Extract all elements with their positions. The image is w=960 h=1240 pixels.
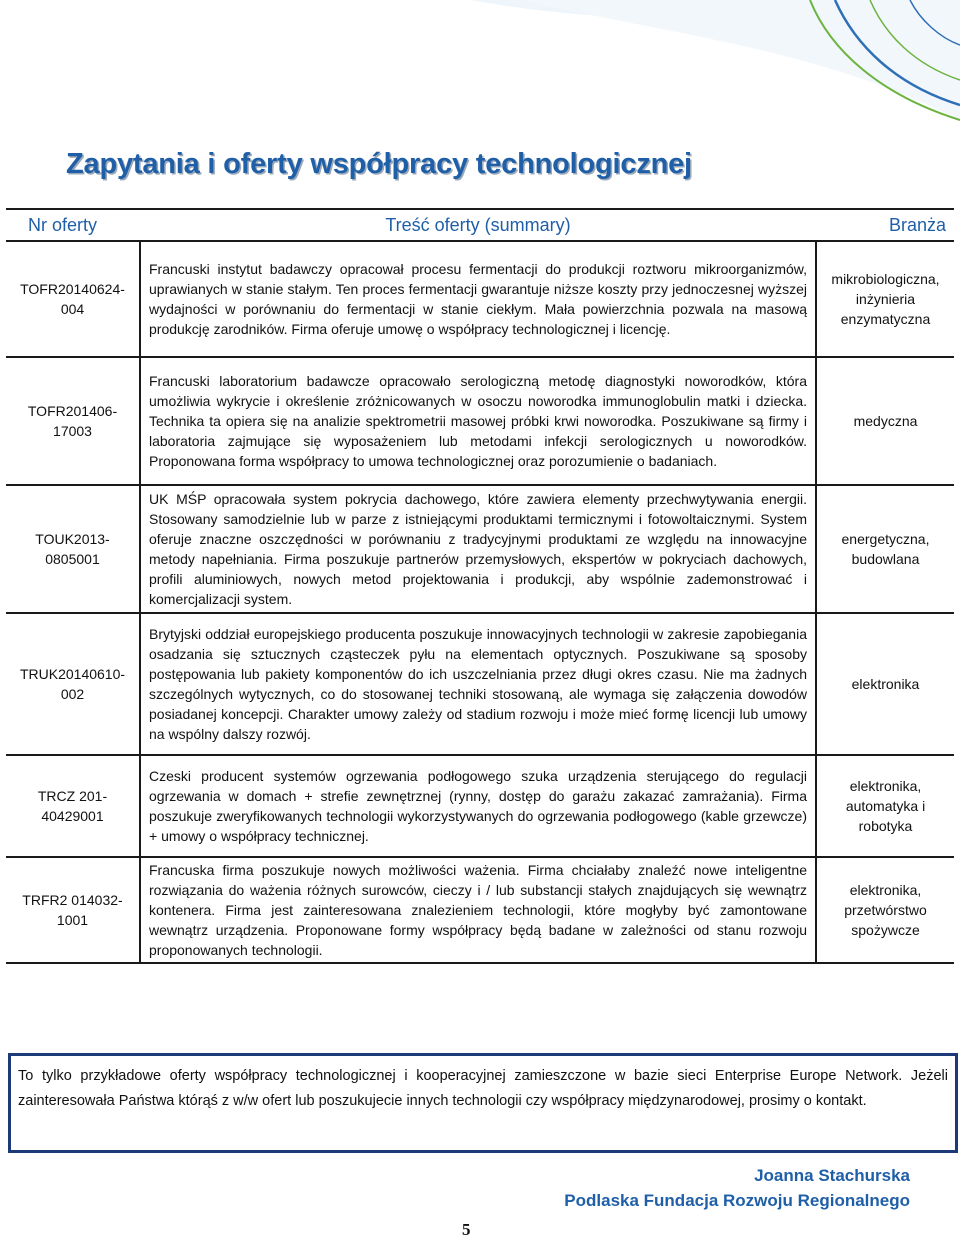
table-row bbox=[6, 614, 954, 755]
offer-branch: elektronika bbox=[851, 676, 920, 692]
offer-id: TRFR2 014032-1001 bbox=[22, 892, 123, 928]
offer-text: Czeski producent systemów ogrzewania podłogowego szuka urządzenia sterującego do regulacji ogrzewania w domach + strefie zewnętrznej (rynny, dostęp do garażu zakazać zamrażania). Firma poszukuje zweryfikowanych technologii wykorzystywanych do ogrzewania podłogowego (kable grzewcze) + umowy o współpracy technicznej. bbox=[140, 756, 816, 857]
table-row bbox=[6, 358, 954, 485]
table-row bbox=[6, 858, 954, 963]
offer-branch: elektronika, automatyka i robotyka bbox=[845, 778, 926, 834]
offer-branch: energetyczna, budowlana bbox=[841, 531, 930, 567]
info-note: To tylko przykładowe oferty współpracy technologicznej i kooperacyjnej zamieszczone w bazie sieci Enterprise Europe Network. Jeżeli zainteresowała Państwa którąś z w/w ofert lub poszukujecie innych technologii czy współpracy międzynarodowej, prosimy o kontakt. bbox=[8, 1053, 958, 1153]
offer-id: TRCZ 201-40429001 bbox=[37, 788, 108, 824]
offer-text: Francuski instytut badawczy opracował procesu fermentacji do produkcji roztworu mikroorganizmów, uprawianych w stanie stałym. Ten proces fermentacji gwarantuje niższe koszty przy jednoczesnej wyższej wydajności w porównaniu do fermentacji w stanie ciekłym. Mała powierzchnia pozwala na masową produkcję zarodników. Firma oferuje umowę o współpracy technologicznej i licencję. bbox=[140, 242, 816, 357]
signature-organization: Podlaska Fundacja Rozwoju Regionalnego bbox=[564, 1191, 910, 1210]
table-header-row bbox=[6, 210, 954, 241]
table-row bbox=[6, 486, 954, 613]
header-decoration bbox=[0, 0, 960, 140]
offer-text: Brytyjski oddział europejskiego producenta poszukuje innowacyjnych technologii w zakresie zapobiegania osadzania się sztucznych cząsteczek pyłu na elementach optycznych. Poszukiwane są sposoby postępowania lub pakiety komponentów do ich uszczelniania przez długi okres czasu. Nie ma żadnych szczególnych wytycznych, co do stosowanej techniki stosowaną, ale wymaga się załączenia dowodów posiadanej koncepcji. Charakter umowy zależy od stadium rozwoju i może mieć formę licencji lub umowy na wspólny dalszy rozwój. bbox=[140, 614, 816, 755]
offer-text: Francuska firma poszukuje nowych możliwości ważenia. Firma chciałaby znaleźć nowe inteligentne rozwiązania do ważenia różnych surowców, cieczy i / lub substancji stałych znajdujących się wewnątrz kontenera. Firma jest zainteresowana znalezieniem technologii, które mogłyby być zamontowane wewnątrz urządzenia. Proponowane formy współpracy będą badane w zależności od stanu rozwoju proponowanych technologii. bbox=[140, 858, 816, 963]
page-title: Zapytania i oferty współpracy technologicznej bbox=[66, 148, 692, 180]
offer-text: Francuski laboratorium badawcze opracowało serologiczną metodę diagnostyki noworodków, która umożliwia wykrycie i określenie zróżnicowanych w osoczu noworodka immunoglobulin matki i dziecka. Technika ta opiera się na analizie spektrometrii masowej próbki krwi noworodka. Poszukiwane są firmy i laboratoria zajmujące się wyposażeniem lub metodami infekcji serologicznych u noworodków. Proponowana forma współpracy to umowa technologicznej oraz porozumienie o badaniach. bbox=[140, 358, 816, 485]
page-number: 5 bbox=[462, 1220, 471, 1239]
header-summary: Treść oferty (summary) bbox=[385, 214, 571, 235]
offer-branch: medyczna bbox=[853, 413, 918, 429]
offer-id: TOUK2013-0805001 bbox=[35, 531, 110, 567]
header-offer-number: Nr oferty bbox=[28, 214, 98, 235]
offer-id: TOFR201406-17003 bbox=[27, 403, 118, 439]
table-row bbox=[6, 756, 954, 857]
signature bbox=[564, 1163, 910, 1213]
table-row bbox=[6, 242, 954, 357]
offer-branch: mikrobiologiczna, inżynieria enzymatyczna bbox=[831, 271, 940, 327]
offer-id: TRUK20140610-002 bbox=[19, 666, 126, 702]
offer-id: TOFR20140624-004 bbox=[20, 281, 125, 317]
offers-table bbox=[6, 208, 954, 964]
signature-name: Joanna Stachurska bbox=[754, 1166, 910, 1185]
offer-text: UK MŚP opracowała system pokrycia dachowego, które zawiera elementy przechwytywania energii. Stosowany samodzielnie lub w parze z istniejącymi produktami termicznymi i fotowoltaicznymi. System oferuje znaczne oszczędności w porównaniu z tradycyjnymi produktami ze względu na innowacyjne metody napełniania. Firma poszukuje partnerów przemysłowych, ekspertów w pokryciach dachowych, profili aluminiowych, nowych metod projektowania i produkcji, aby wspólnie zademonstrować i komercjalizacji system. bbox=[140, 486, 816, 613]
offer-branch: elektronika, przetwórstwo spożywcze bbox=[844, 882, 927, 938]
header-branch: Branża bbox=[888, 214, 946, 235]
